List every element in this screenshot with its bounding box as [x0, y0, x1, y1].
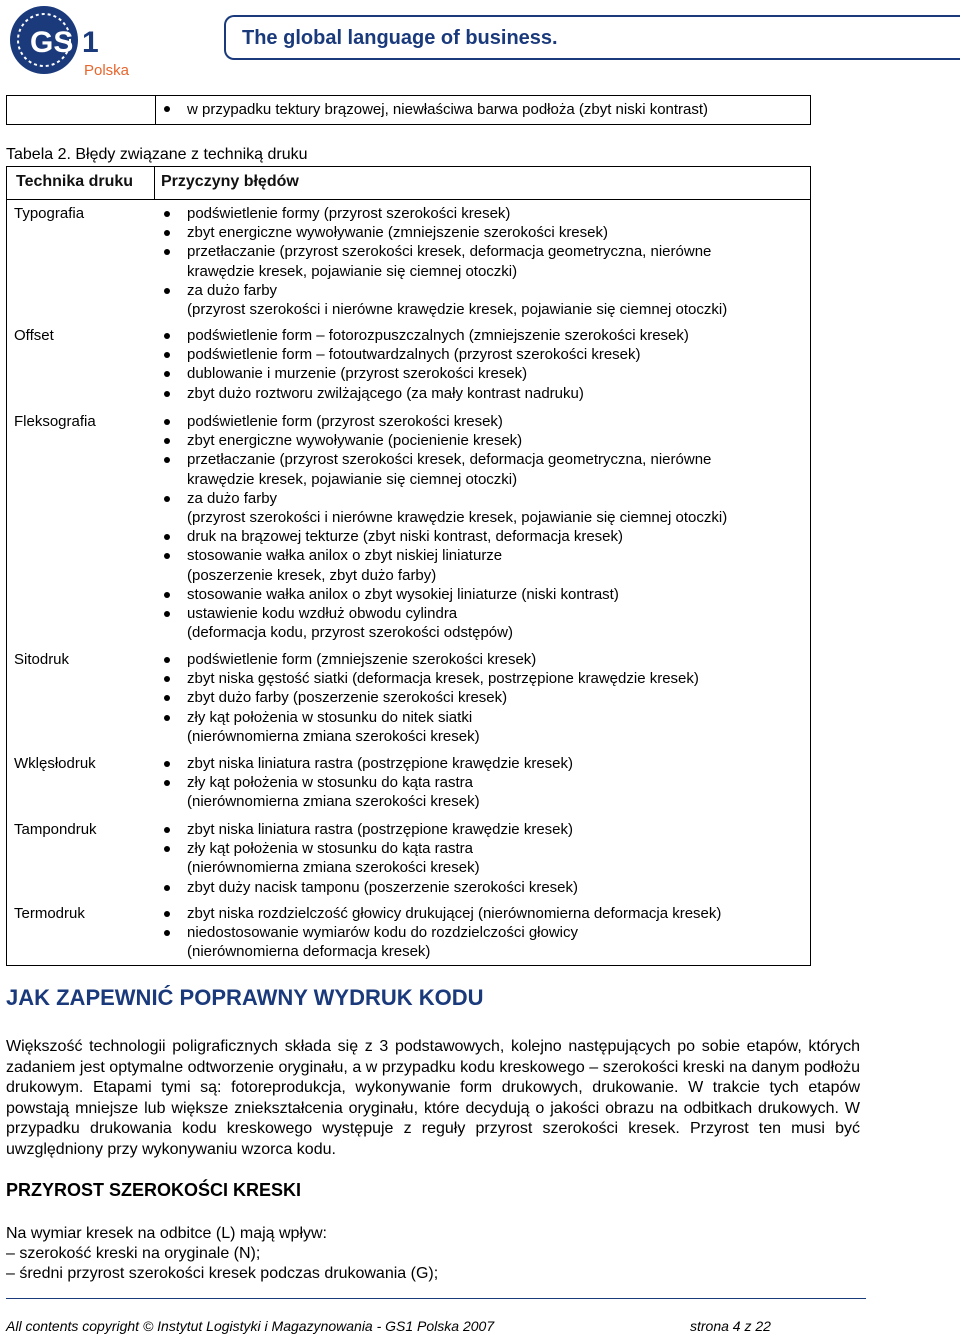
section-heading: JAK ZAPEWNIĆ POPRAWNY WYDRUK KODU	[6, 985, 484, 1010]
cause-line: zbyt niska liniatura rastra (postrzępione krawędzie kresek)	[187, 755, 573, 772]
bullet-icon	[164, 611, 170, 617]
bullet-icon	[164, 885, 170, 891]
header-column-divider	[154, 167, 155, 199]
bullet-icon	[164, 106, 170, 112]
subsection-heading: PRZYROST SZEROKOŚCI KRESKI	[6, 1180, 302, 1200]
list-item: – szerokość kreski na oryginale (N);	[6, 1245, 261, 1262]
cause-line: (poszerzenie kresek, zbyt dużo farby)	[187, 566, 437, 584]
cause-line: (nierównomierna zmiana szerokości kresek)	[187, 859, 480, 877]
cause-line: (nierównomierna zmiana szerokości kresek)	[187, 727, 480, 745]
cause-line: krawędzie kresek, pojawianie się ciemnej otoczki)	[187, 470, 518, 488]
technique-label: Sitodruk	[14, 651, 70, 668]
cause-line: podświetlenie formy (przyrost szerokości kresek)	[187, 205, 511, 222]
bullet-icon	[164, 827, 170, 833]
tagline-banner	[224, 15, 960, 60]
cause-line: krawędzie kresek, pojawianie się ciemnej otoczki)	[187, 262, 518, 280]
cause-line: (nierównomierna zmiana szerokości kresek)	[187, 793, 480, 811]
cause-line: zbyt niska liniatura rastra (postrzępione krawędzie kresek)	[187, 821, 573, 838]
bullet-icon	[164, 592, 170, 598]
cause-line: podświetlenie form (przyrost szerokości kresek)	[187, 413, 503, 430]
bullet-icon	[164, 911, 170, 917]
cause-line: podświetlenie form – fotorozpuszczalnych (zmniejszenie szerokości kresek)	[187, 327, 689, 344]
logo-country: Polska	[84, 62, 130, 79]
svg-text:1: 1	[82, 26, 99, 59]
cause-line: zbyt dużo roztworu zwilżającego (za mały kontrast nadruku)	[187, 384, 584, 402]
cause-line: (deformacja kodu, przyrost szerokości odstępów)	[187, 624, 513, 642]
cause-line: stosowanie wałka anilox o zbyt niskiej liniaturze	[187, 547, 503, 565]
footer-divider	[6, 1298, 866, 1299]
cause-line: zbyt duży nacisk tamponu (poszerzenie szerokości kresek)	[187, 878, 578, 896]
cause-line: przetłaczanie (przyrost szerokości kresek, deformacja geometryczna, nierówne	[187, 243, 712, 261]
svg-text:GS: GS	[30, 26, 74, 59]
cause-line: za dużo farby	[187, 281, 278, 299]
cause-line: podświetlenie form – fotoutwardzalnych (przyrost szerokości kresek)	[187, 346, 641, 364]
list-item: – średni przyrost szerokości kresek podczas drukowania (G);	[6, 1265, 439, 1282]
cause-line: niedostosowanie wymiarów kodu do rozdzielczości głowicy	[187, 924, 579, 942]
bullet-icon	[164, 288, 170, 294]
technique-label: Tampondruk	[14, 821, 97, 838]
cause-line: ustawienie kodu wzdłuż obwodu cylindra	[187, 605, 458, 622]
cause-line: za dużo farby	[187, 489, 278, 507]
cause-line: zbyt niska rozdzielczość głowicy drukującej (nierównomierna deformacja kresek)	[187, 905, 722, 922]
cause-line: podświetlenie form (zmniejszenie szerokości kresek)	[187, 651, 537, 668]
cause-line: dublowanie i murzenie (przyrost szerokości kresek)	[187, 365, 528, 383]
continued-cause: w przypadku tektury brązowej, niewłaściwa barwa podłoża (zbyt niski kontrast)	[187, 101, 709, 118]
footer-page-number: strona 4 z 22	[690, 1318, 771, 1334]
bullet-icon	[164, 761, 170, 767]
cause-line: zły kąt położenia w stosunku do kąta rastra	[187, 840, 473, 858]
cause-line: zbyt dużo farby (poszerzenie szerokości kresek)	[187, 689, 508, 707]
bullet-icon	[164, 419, 170, 425]
technique-label: Typografia	[14, 205, 85, 222]
cause-line: zbyt energiczne wywoływanie (pocienienie kresek)	[187, 432, 523, 450]
technique-label: Termodruk	[14, 905, 85, 922]
header-causes: Przyczyny błędów	[161, 173, 299, 190]
header-divider	[7, 199, 810, 200]
cause-line: zbyt niska gęstość siatki (deformacja kresek, postrzępione krawędzie kresek)	[187, 670, 699, 688]
bullet-icon	[164, 657, 170, 663]
section-paragraph: Większość technologii poligraficznych składa się z 3 podstawowych, kolejno następujących po sobie etapów, których zadaniem jest optymalne odtworzenie oryginału, a w przypadku kodu kreskowego – szerokości kreski na danym podłożu drukowym. Etapami tymi są: fotoreprodukcja, wykonywanie form drukowych, drukowanie. W trakcie tych etapów powstają mniejsze lub większe zniekształcenia oryginału, które decydują o jakości obrazu na odbitkach drukowych. W przypadku drukowania kodu kreskowego występuje z reguły przyrost szerokości kresek. Przyrost ten musi być uwzględniony przy wykonywaniu wzorca kodu.	[6, 1038, 860, 1158]
header-technique: Technika druku	[16, 173, 134, 190]
cause-line: (przyrost szerokości i nierówne krawędzie kresek, pojawianie się ciemnej otoczki)	[187, 509, 728, 526]
technique-label: Wklęsłodruk	[14, 755, 96, 772]
cause-line: (nierównomierna deformacja kresek)	[187, 943, 431, 961]
bullet-icon	[164, 333, 170, 339]
cause-line: zły kąt położenia w stosunku do kąta rastra	[187, 774, 473, 792]
subsection-intro: Na wymiar kresek na odbitce (L) mają wpływ:	[6, 1225, 327, 1242]
bullet-icon	[164, 715, 170, 721]
cause-line: zły kąt położenia w stosunku do nitek siatki	[187, 708, 473, 726]
cause-line: przetłaczanie (przyrost szerokości kresek, deformacja geometryczna, nierówne	[187, 451, 712, 469]
cause-line: (przyrost szerokości i nierówne krawędzie kresek, pojawianie się ciemnej otoczki)	[187, 301, 728, 318]
bullet-icon	[164, 496, 170, 502]
column-divider	[155, 96, 156, 124]
footer-copyright: All contents copyright © Instytut Logistyki i Magazynowania - GS1 Polska 2007	[6, 1318, 495, 1334]
cause-line: stosowanie wałka anilox o zbyt wysokiej liniaturze (niski kontrast)	[187, 585, 619, 603]
cause-line: druk na brązowej tekturze (zbyt niski kontrast, deformacja kresek)	[187, 528, 624, 546]
cause-line: zbyt energiczne wywoływanie (zmniejszenie szerokości kresek)	[187, 224, 608, 242]
technique-label: Offset	[14, 327, 54, 344]
tagline: The global language of business.	[242, 27, 558, 49]
technique-label: Fleksografia	[14, 413, 96, 430]
table-caption: Tabela 2. Błędy związane z techniką druku	[6, 146, 308, 163]
bullet-icon	[164, 211, 170, 217]
bullet-icon	[164, 391, 170, 397]
